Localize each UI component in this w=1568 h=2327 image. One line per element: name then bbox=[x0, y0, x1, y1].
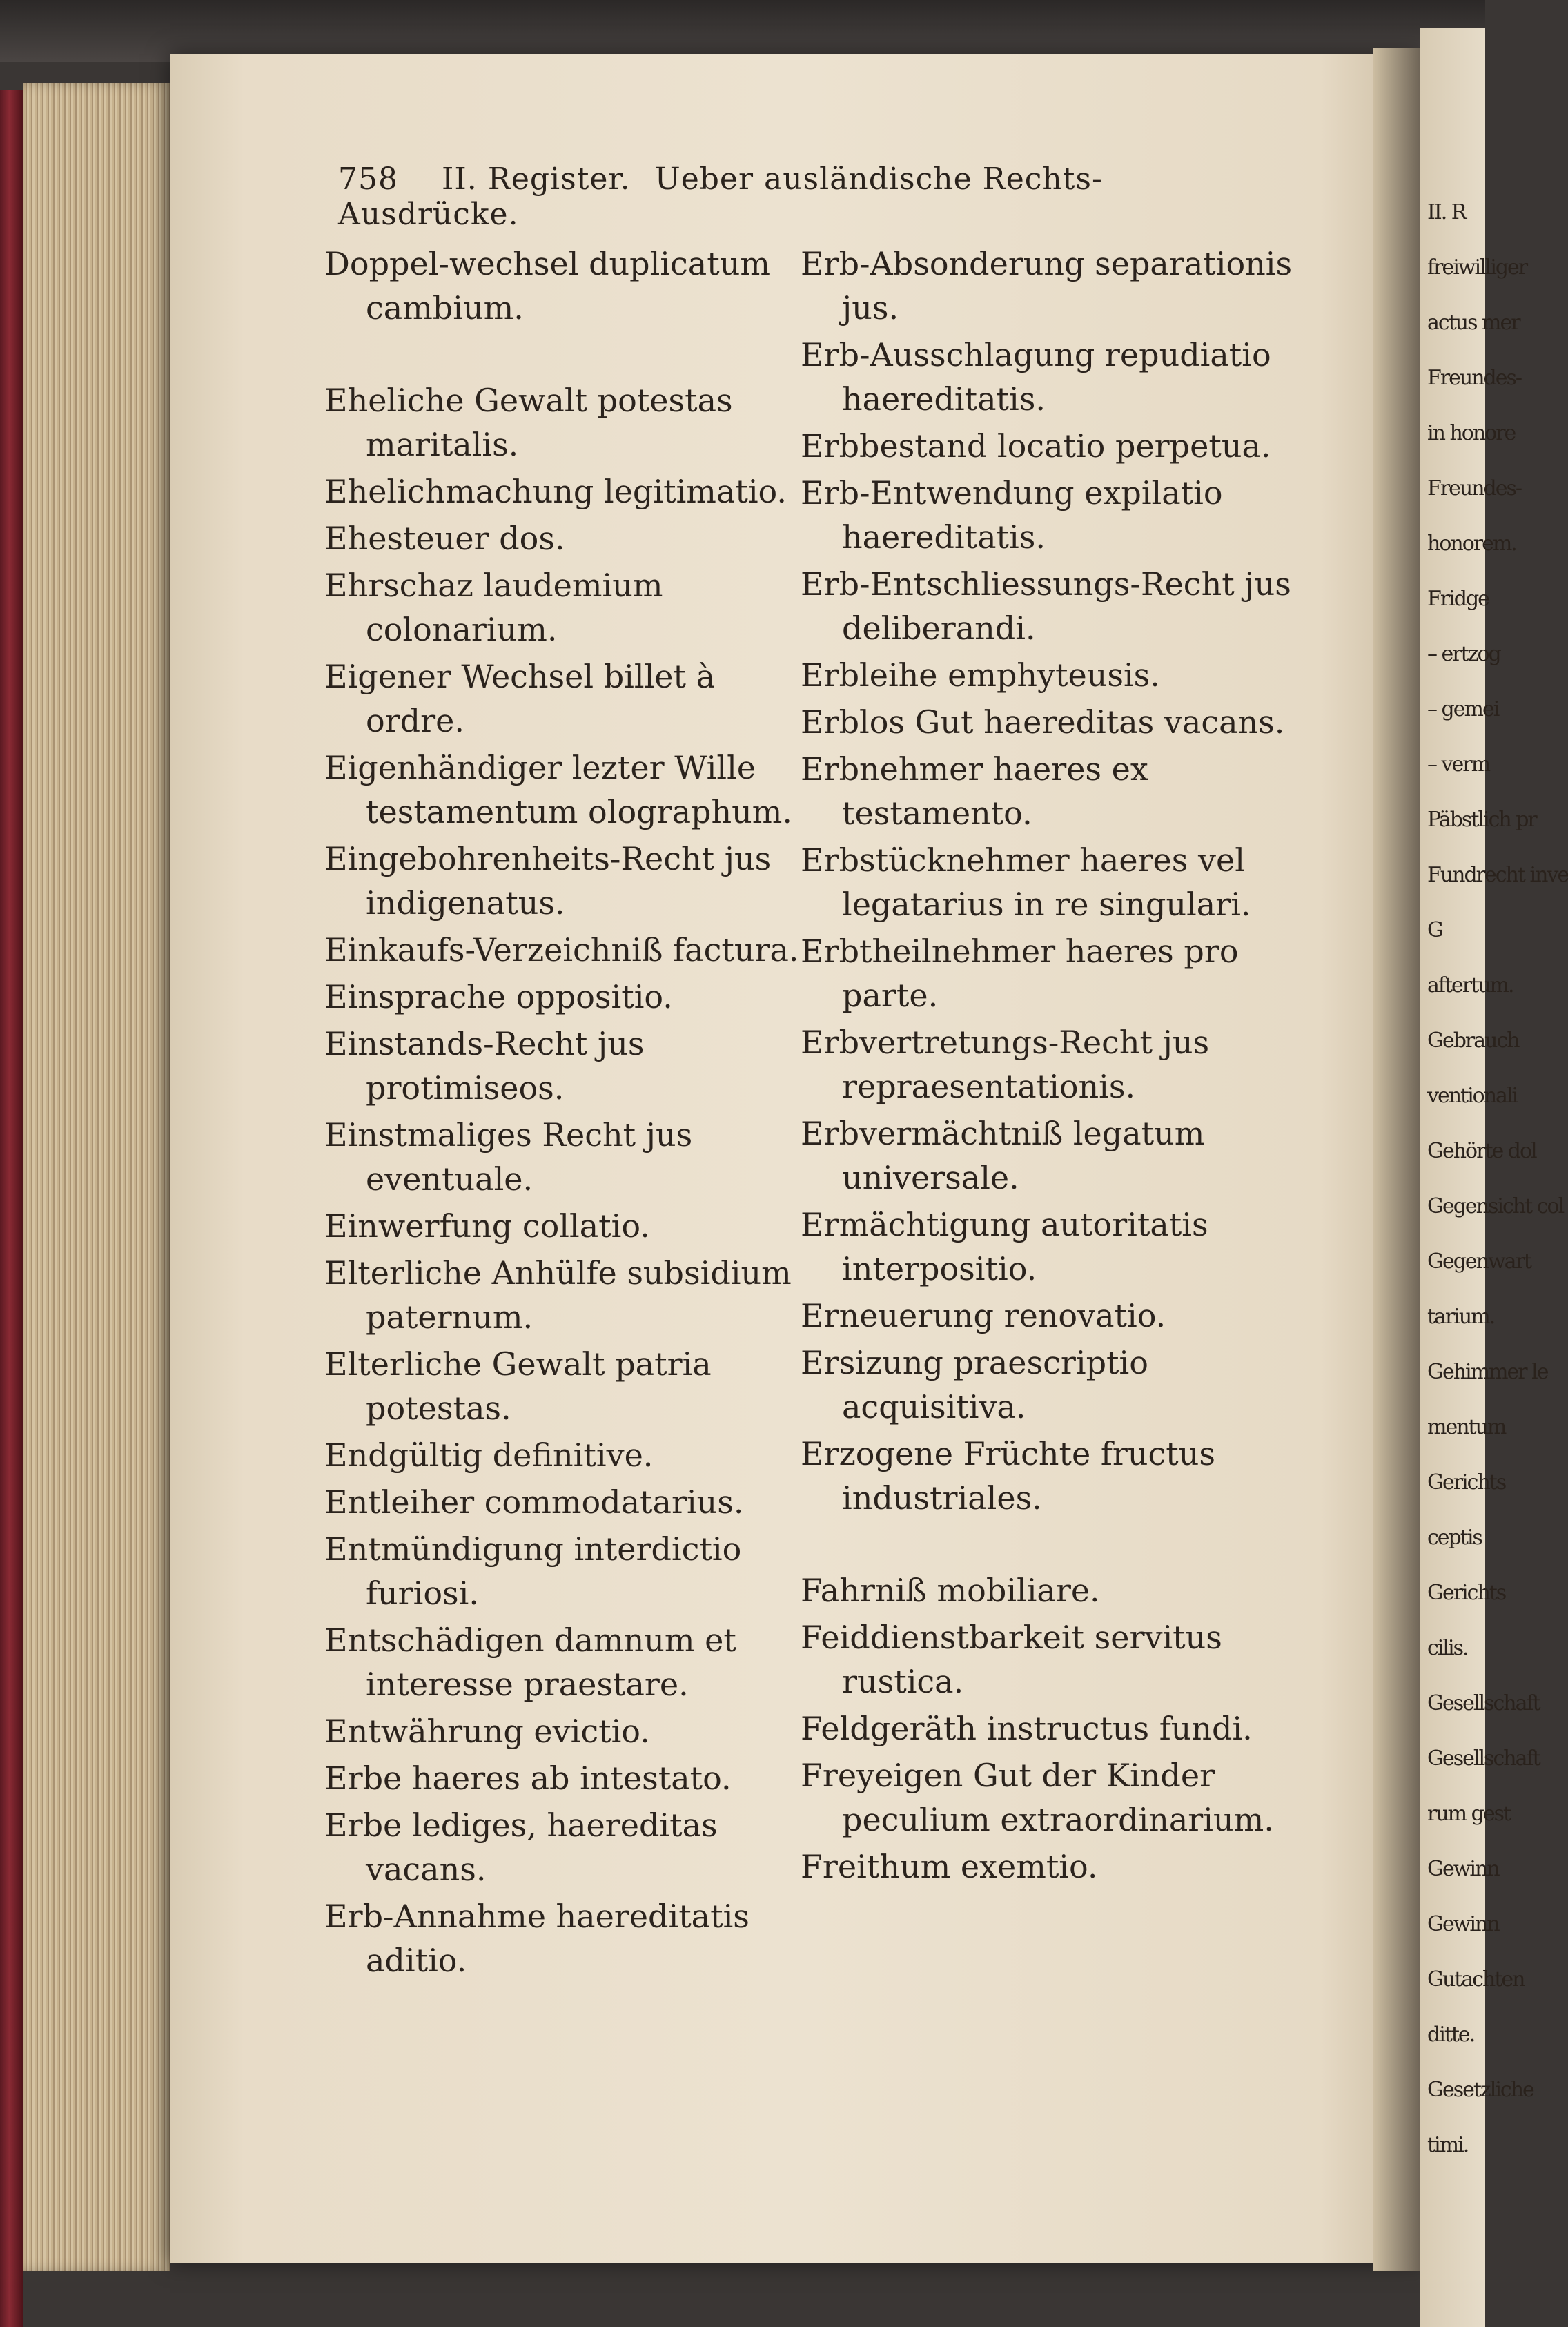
facing-page-text: Gewinn bbox=[1427, 1857, 1499, 1881]
glossary-entry: Eingebohrenheits-Recht jus indigenatus. bbox=[324, 840, 772, 922]
facing-page-text: Päbstlich pr bbox=[1427, 808, 1536, 832]
glossary-entry: Freithum exemtio. bbox=[801, 1848, 1098, 1885]
glossary-entry: Erb-Entwendung expilatio haereditatis. bbox=[801, 474, 1223, 556]
facing-page-text: II. R bbox=[1427, 200, 1466, 224]
glossary-entry: Doppel-wechsel duplicatum cambium. bbox=[324, 245, 770, 327]
facing-page-text: – verm bbox=[1427, 752, 1490, 777]
section-label: II. Register. bbox=[441, 162, 631, 197]
header-title: Ueber ausländische Rechts-Ausdrücke. bbox=[338, 162, 1103, 232]
facing-page-text: Freundes- bbox=[1427, 476, 1522, 500]
facing-page-text: Gesetzliche bbox=[1427, 2078, 1533, 2102]
facing-page-text: Gebrauch bbox=[1427, 1029, 1519, 1053]
facing-page-text: cilis. bbox=[1427, 1636, 1468, 1660]
glossary-entry: Einkaufs-Verzeichniß factura. bbox=[324, 931, 799, 968]
facing-page-text: rum gest bbox=[1427, 1802, 1511, 1826]
facing-page-text: Gutachten bbox=[1427, 1967, 1525, 1992]
glossary-entry: Erneuerung renovatio. bbox=[801, 1297, 1166, 1334]
glossary-entry: Elterliche Anhülfe subsidium paternum. bbox=[324, 1254, 792, 1336]
glossary-entry: Entmündigung interdictio furiosi. bbox=[324, 1530, 742, 1612]
page-number: 758 bbox=[338, 162, 398, 197]
right-column bbox=[801, 242, 1311, 1891]
glossary-entry: Erb-Ausschlagung repudiatio haereditatis. bbox=[801, 336, 1271, 418]
section-gap bbox=[324, 333, 801, 378]
glossary-entry: Eigener Wechsel billet à ordre. bbox=[324, 658, 716, 739]
glossary-entry: Feldgeräth instructus fundi. bbox=[801, 1710, 1253, 1747]
facing-page-text: Gesellschaft bbox=[1427, 1691, 1540, 1715]
glossary-entry: Entwährung evictio. bbox=[324, 1713, 650, 1750]
facing-page-text: freiwilliger bbox=[1427, 255, 1527, 280]
facing-page-text: – ertzog bbox=[1427, 642, 1500, 666]
facing-page-text: aftertum. bbox=[1427, 973, 1513, 997]
page-block-edge bbox=[23, 83, 170, 2271]
glossary-entry: Entleiher commodatarius. bbox=[324, 1483, 744, 1521]
facing-page-text: G bbox=[1427, 918, 1442, 942]
running-header bbox=[338, 162, 1208, 232]
facing-page-text: timi. bbox=[1427, 2133, 1469, 2157]
facing-page-text: Gewinn bbox=[1427, 1912, 1499, 1936]
glossary-entry: Erb-Annahme haereditatis aditio. bbox=[324, 1898, 749, 1979]
glossary-entry: Erbvermächtniß legatum universale. bbox=[801, 1115, 1205, 1196]
glossary-entry: Endgültig definitive. bbox=[324, 1437, 654, 1474]
glossary-entry: Fahrniß mobiliare. bbox=[801, 1572, 1100, 1609]
glossary-entry: Einstands-Recht jus protimiseos. bbox=[324, 1025, 645, 1107]
glossary-entry: Erbe lediges, haereditas vacans. bbox=[324, 1807, 718, 1888]
facing-page-text: Gehimmer le bbox=[1427, 1360, 1548, 1384]
glossary-entry: Elterliche Gewalt patria potestas. bbox=[324, 1345, 712, 1427]
glossary-entry: Einstmaliges Recht jus eventuale. bbox=[324, 1116, 693, 1198]
facing-page-text: actus mer bbox=[1427, 311, 1520, 335]
glossary-entry: Entschädigen damnum et interesse praestare. bbox=[324, 1622, 736, 1703]
glossary-entry: Eigenhändiger lezter Wille testamentum olographum. bbox=[324, 749, 792, 830]
glossary-entry: Ehesteuer dos. bbox=[324, 520, 565, 557]
glossary-entry: Erbbestand locatio perpetua. bbox=[801, 427, 1271, 465]
background-top bbox=[0, 0, 1485, 62]
glossary-entry: Erbvertretungs-Recht jus repraesentationis. bbox=[801, 1024, 1210, 1105]
facing-page-text: Gegenwart bbox=[1427, 1249, 1531, 1274]
facing-page-text: Freundes- bbox=[1427, 366, 1522, 390]
facing-page-text: Gegensicht col bbox=[1427, 1194, 1564, 1218]
glossary-entry: Freyeigen Gut der Kinder peculium extraordinarium. bbox=[801, 1757, 1274, 1838]
glossary-entry: Feiddienstbarkeit servitus rustica. bbox=[801, 1619, 1222, 1700]
glossary-entry: Ehrschaz laudemium colonarium. bbox=[324, 567, 663, 648]
facing-page-text: tarium. bbox=[1427, 1305, 1495, 1329]
facing-page-text: in honore bbox=[1427, 421, 1516, 445]
facing-page-text: – gemei bbox=[1427, 697, 1499, 721]
left-column bbox=[324, 242, 801, 1985]
facing-page-fragment bbox=[1420, 28, 1568, 2327]
facing-page-text: ditte. bbox=[1427, 2023, 1475, 2047]
glossary-entry: Ermächtigung autoritatis interpositio. bbox=[801, 1206, 1208, 1287]
glossary-entry: Eheliche Gewalt potestas maritalis. bbox=[324, 382, 733, 463]
section-gap bbox=[801, 1523, 1311, 1568]
glossary-entry: Einsprache oppositio. bbox=[324, 978, 673, 1015]
glossary-entry: Erb-Entschliessungs-Recht jus deliberandi. bbox=[801, 565, 1291, 647]
glossary-entry: Erbtheilnehmer haeres pro parte. bbox=[801, 933, 1239, 1014]
book-cover-edge bbox=[0, 90, 23, 2327]
glossary-entry: Erbleihe emphyteusis. bbox=[801, 656, 1160, 694]
facing-page-text: mentum bbox=[1427, 1415, 1506, 1439]
facing-page-text: Gehörte dol bbox=[1427, 1139, 1536, 1163]
book-gutter bbox=[1373, 48, 1420, 2271]
glossary-entry: Erb-Absonderung separationis jus. bbox=[801, 245, 1293, 327]
facing-page-text: honorem. bbox=[1427, 532, 1516, 556]
glossary-entry: Einwerfung collatio. bbox=[324, 1207, 650, 1245]
facing-page-text: Fridge bbox=[1427, 587, 1489, 611]
glossary-entry: Ehelichmachung legitimatio. bbox=[324, 473, 787, 510]
glossary-entry: Erbnehmer haeres ex testamento. bbox=[801, 750, 1148, 832]
facing-page-text: Gerichts bbox=[1427, 1470, 1506, 1494]
facing-page-text: Fundrecht inve bbox=[1427, 863, 1568, 887]
facing-page-text: ceptis bbox=[1427, 1526, 1482, 1550]
glossary-entry: Ersizung praescriptio acquisitiva. bbox=[801, 1344, 1148, 1425]
facing-page-text: Gesellschaft bbox=[1427, 1746, 1540, 1771]
facing-page-text: Gerichts bbox=[1427, 1581, 1506, 1605]
glossary-entry: Erbe haeres ab intestato. bbox=[324, 1760, 732, 1797]
facing-page-text: ventionali bbox=[1427, 1084, 1518, 1108]
glossary-entry: Erblos Gut haereditas vacans. bbox=[801, 703, 1285, 741]
glossary-entry: Erbstücknehmer haeres vel legatarius in re singulari. bbox=[801, 841, 1251, 923]
glossary-entry: Erzogene Früchte fructus industriales. bbox=[801, 1435, 1216, 1517]
